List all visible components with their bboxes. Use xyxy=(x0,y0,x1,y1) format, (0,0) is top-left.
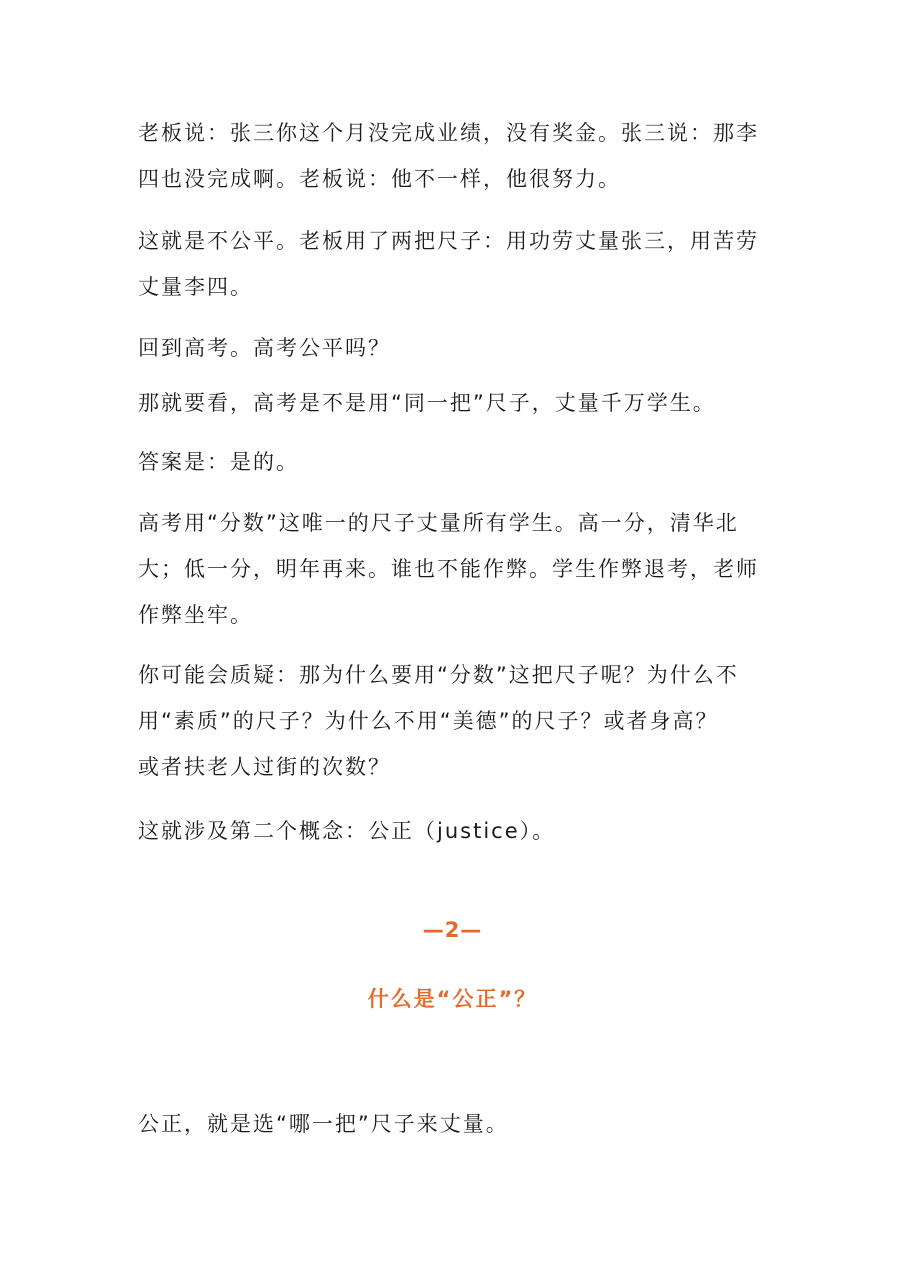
text-line: 公正，就是选“哪一把”尺子来丈量。 xyxy=(138,1112,509,1136)
text-line: 你可能会质疑：那为什么要用“分数”这把尺子呢？为什么不 xyxy=(138,663,739,687)
section-number: —2— xyxy=(422,918,483,942)
text-line: 老板说：张三你这个月没完成业绩，没有奖金。张三说：那李 xyxy=(138,121,759,145)
text-line: 高考用“分数”这唯一的尺子丈量所有学生。高一分，清华北 xyxy=(138,511,739,535)
paragraph-same-ruler xyxy=(138,380,778,426)
text-line: 这就是不公平。老板用了两把尺子：用功劳丈量张三，用苦劳 xyxy=(138,229,759,253)
text-line: 回到高考。高考公平吗？ xyxy=(138,336,391,360)
text-line: 那就要看，高考是不是用“同一把”尺子，丈量千万学生。 xyxy=(138,391,716,415)
paragraph-justice xyxy=(138,808,778,854)
text-line: 大；低一分，明年再来。谁也不能作弊。学生作弊退考，老师 xyxy=(138,557,759,581)
paragraph-doubt xyxy=(138,652,778,790)
text-line: 丈量李四。 xyxy=(138,275,253,299)
text-line: 四也没完成啊。老板说：他不一样，他很努力。 xyxy=(138,167,621,191)
paragraph-closing xyxy=(138,1101,778,1147)
text-line: 答案是：是的。 xyxy=(138,450,299,474)
text-line: 或者扶老人过街的次数？ xyxy=(138,755,391,779)
text-line: 这就涉及第二个概念：公正（justice）。 xyxy=(138,819,556,843)
text-line: 作弊坐牢。 xyxy=(138,603,253,627)
text-line: 用“素质”的尺子？为什么不用“美德”的尺子？或者身高？ xyxy=(138,709,719,733)
paragraph-unfair xyxy=(138,218,778,310)
paragraph-answer xyxy=(138,439,778,485)
paragraph-gaokao-question xyxy=(138,325,778,371)
section-title: 什么是“公正”？ xyxy=(367,987,538,1011)
paragraph-score-ruler xyxy=(138,500,778,638)
paragraph-boss-story xyxy=(138,110,778,202)
